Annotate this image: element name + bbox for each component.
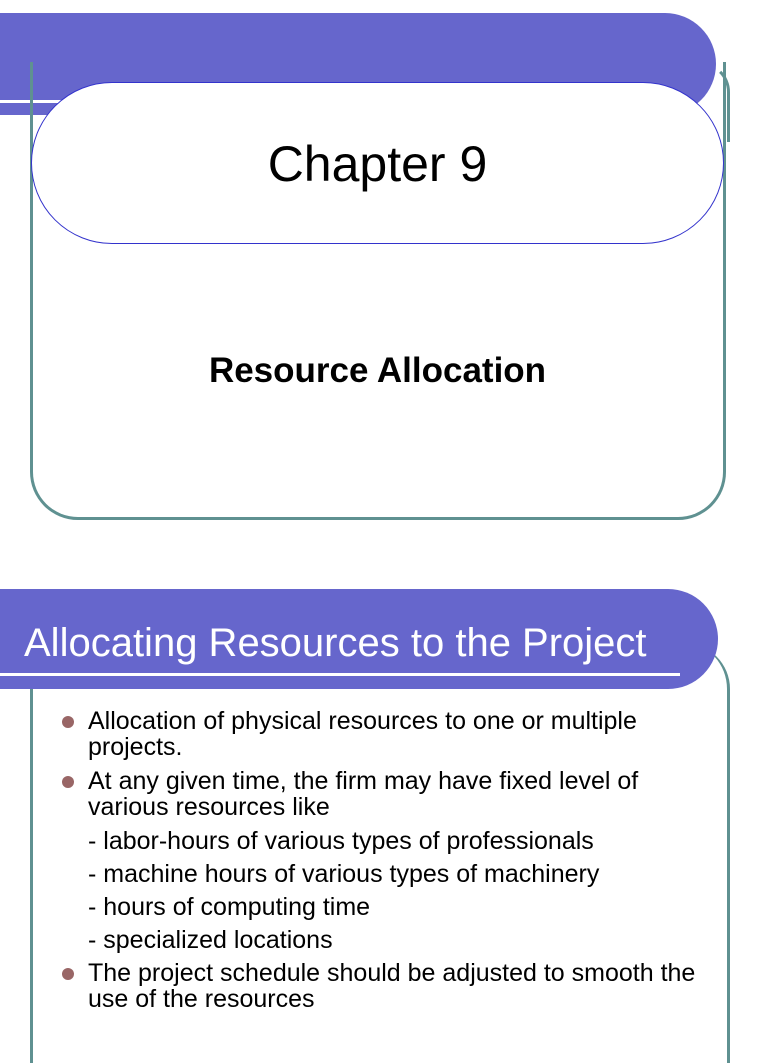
list-item (60, 768, 720, 820)
bullet-dot-icon (62, 776, 74, 788)
slide-title: Allocating Resources to the Project (24, 621, 647, 665)
sub-item: - machine hours of various types of machinery (88, 860, 600, 888)
bullet-text: The project schedule should be adjusted to smooth the use of the resources (88, 959, 696, 1013)
sub-item: - hours of computing time (88, 893, 371, 921)
bullet-text: Allocation of physical resources to one or multiple projects. (88, 707, 637, 761)
bullet-dot-icon (62, 968, 74, 980)
bullet-list (60, 708, 720, 1020)
bullet-dot-icon (62, 716, 74, 728)
bullet-text: At any given time, the firm may have fixed level of various resources like (88, 767, 639, 821)
sub-item: - specialized locations (88, 926, 333, 954)
list-item (60, 960, 720, 1012)
header-rule (0, 673, 680, 676)
sub-item: - labor-hours of various types of professionals (88, 827, 594, 855)
list-item (60, 708, 720, 760)
slide-subtitle: Resource Allocation (208, 351, 547, 390)
slide-title: Chapter 9 (267, 136, 488, 192)
content-slide (0, 575, 768, 1024)
